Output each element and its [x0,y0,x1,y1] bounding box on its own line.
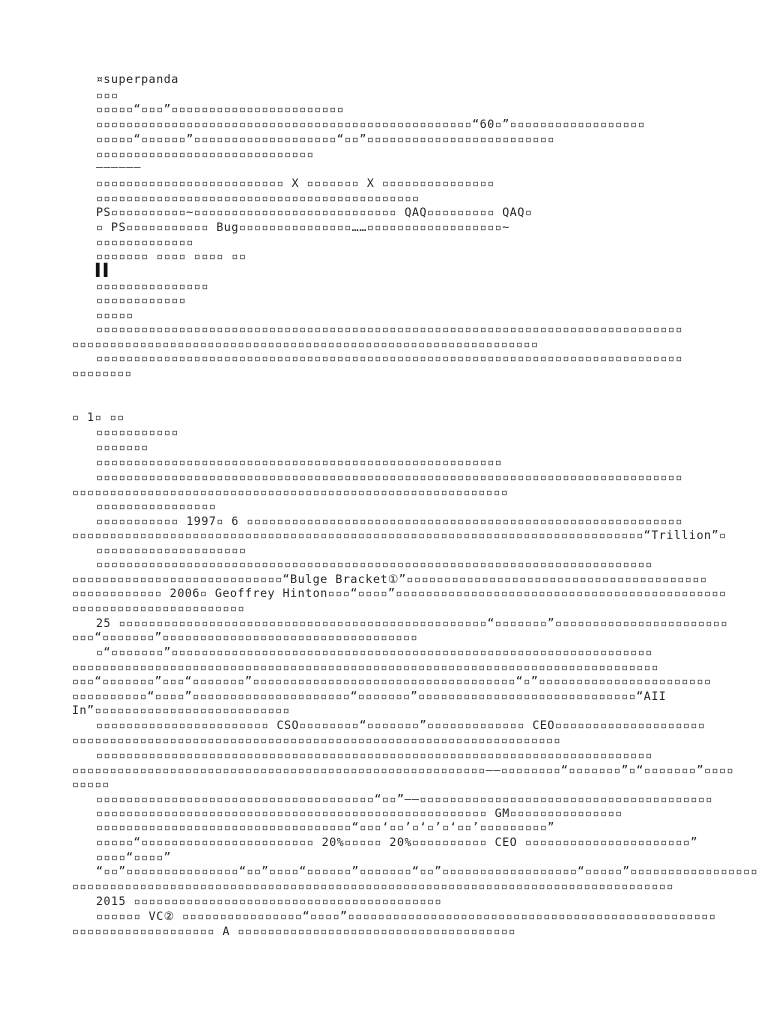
paragraph-line: ▫▫▫▫▫▫▫▫▫▫▫▫▫▫▫▫▫▫▫▫▫▫▫▫▫▫▫▫▫▫▫▫▫▫▫▫▫▫▫▫▫▫▫▫▫▫▫▫▫▫▫▫▫▫▫▫▫▫▫▫▫▫▫▫▫▫▫▫▫▫▫▫▫▫▫▫▫▫ [72,660,659,674]
text-line: ▫▫▫▫▫▫▫ ▫▫▫▫ ▫▫▫▫ ▫▫ [96,249,247,263]
paragraph-line: ▫▫▫“▫▫▫▫▫▫▫”▫▫▫“▫▫▫▫▫▫▫”▫▫▫▫▫▫▫▫▫▫▫▫▫▫▫▫▫▫▫▫▫▫▫▫▫▫▫▫▫▫▫▫▫▫▫“▫”▫▫▫▫▫▫▫▫▫▫▫▫▫▫▫▫▫▫▫▫▫▫▫ [72,674,712,688]
text-line: ▫▫▫▫▫“▫▫▫”▫▫▫▫▫▫▫▫▫▫▫▫▫▫▫▫▫▫▫▫▫▫▫ [96,102,345,116]
paragraph-line: ▫▫▫▫▫▫▫▫▫▫▫▫▫▫▫▫▫▫▫▫▫▫▫▫▫▫▫▫▫▫▫▫▫▫▫▫▫▫▫▫▫▫▫▫▫▫▫▫▫▫▫▫▫▫▫▫▫▫ [72,485,509,499]
paragraph-line: ▫▫▫▫▫▫▫▫▫▫▫▫▫▫▫▫▫▫▫▫▫▫▫▫▫▫▫▫▫▫▫▫▫▫▫▫▫▫▫▫▫▫▫▫▫▫▫▫▫▫▫▫▫▫▫▫▫▫▫▫▫▫▫▫▫▫▫▫▫▫▫▫▫▫▫▫▫▫ [96,470,683,484]
paragraph-line: ▫▫▫▫▫▫▫▫▫▫▫▫▫▫▫▫▫▫▫▫▫▫▫▫▫▫▫▫▫▫▫▫▫▫“▫▫▫‘▫▫’▫‘▫’▫‘▫▫’▫▫▫▫▫▫▫▫▫” [96,820,555,834]
text-line: ▫▫▫▫▫▫▫ [96,440,149,454]
text-line: ▫▫▫▫▫▫▫▫▫▫▫▫▫▫▫▫▫▫▫▫▫▫▫▫▫▫▫▫▫▫▫▫▫▫▫▫▫▫▫▫▫▫▫▫▫▫▫▫▫▫▫▫▫▫ [96,455,503,469]
paragraph-line: ▫▫▫▫▫▫▫▫▫▫▫▫ 2006▫ Geoffrey Hinton▫▫▫“▫▫▫▫”▫▫▫▫▫▫▫▫▫▫▫▫▫▫▫▫▫▫▫▫▫▫▫▫▫▫▫▫▫▫▫▫▫▫▫▫▫▫▫▫▫▫▫▫ [72,586,727,600]
text-line: ▫▫▫▫▫▫▫▫▫▫▫ [96,425,179,439]
text-line: ▫▫▫▫▫▫▫▫▫▫▫▫▫▫▫▫▫▫▫▫▫▫▫▫▫▫▫▫▫▫▫▫▫▫▫▫▫▫▫▫▫▫▫▫▫▫▫▫▫▫“60▫”▫▫▫▫▫▫▫▫▫▫▫▫▫▫▫▫▫▫ [96,117,646,131]
paragraph-line: ▫▫▫▫“▫▫▫▫” [96,850,172,864]
paragraph-line: ▫▫▫▫▫▫▫▫▫▫▫▫▫▫▫▫▫▫▫▫▫▫▫▫▫▫▫▫▫▫▫▫▫▫▫▫▫▫▫▫▫▫▫▫▫▫▫▫▫▫▫▫▫▫▫▫▫▫▫▫▫▫▫▫▫▫▫▫▫▫▫▫▫▫▫▫▫▫ [96,351,683,365]
paragraph-line: ▫▫▫▫▫ [72,777,110,791]
paragraph-line: ▫▫▫▫▫▫▫▫ [72,366,133,380]
paragraph-line: ▫▫▫▫▫▫▫▫▫▫▫▫▫▫▫▫▫▫▫▫▫▫▫ CSO▫▫▫▫▫▫▫▫“▫▫▫▫▫▫▫”▫▫▫▫▫▫▫▫▫▫▫▫▫ CEO▫▫▫▫▫▫▫▫▫▫▫▫▫▫▫▫▫▫▫▫ [96,718,706,732]
text-line: ▫▫▫▫▫▫▫▫▫▫▫▫▫ [96,235,194,249]
paragraph-line: In”▫▫▫▫▫▫▫▫▫▫▫▫▫▫▫▫▫▫▫▫▫▫▫▫▫▫ [72,703,291,717]
bold-marker: ▌▌ [96,263,112,277]
paragraph-line: ▫▫▫▫▫▫▫▫▫▫“▫▫▫▫”▫▫▫▫▫▫▫▫▫▫▫▫▫▫▫▫▫▫▫▫▫“▫▫▫▫▫▫▫”▫▫▫▫▫▫▫▫▫▫▫▫▫▫▫▫▫▫▫▫▫▫▫▫▫▫▫▫▫“AII [72,689,667,703]
text-line: ▫▫▫▫▫▫▫▫▫▫▫▫▫▫▫ [96,279,209,293]
paragraph-line: ▫“▫▫▫▫▫▫▫”▫▫▫▫▫▫▫▫▫▫▫▫▫▫▫▫▫▫▫▫▫▫▫▫▫▫▫▫▫▫▫▫▫▫▫▫▫▫▫▫▫▫▫▫▫▫▫▫▫▫▫▫▫▫▫▫▫▫▫▫▫▫▫▫ [96,645,653,659]
paragraph-line: ▫▫▫▫▫▫▫▫▫▫▫▫▫▫▫▫▫▫▫▫▫▫▫▫▫▫▫▫▫▫▫▫▫▫▫▫▫▫▫▫▫▫▫▫▫▫▫▫▫▫▫▫▫▫▫▫▫▫▫▫▫▫▫▫▫▫▫▫▫▫▫▫▫▫ [96,748,653,762]
paragraph-line: ▫▫▫▫▫▫▫▫▫▫▫▫▫▫▫▫▫▫▫▫▫▫▫▫▫▫▫▫▫▫▫▫▫▫▫▫▫▫▫▫▫▫▫▫▫▫▫▫▫▫▫▫▫▫▫▫▫▫▫▫▫▫▫▫▫▫▫▫▫▫▫▫▫▫ [96,557,653,571]
paragraph-line: ▫▫▫▫▫▫▫▫▫▫▫▫▫▫▫▫▫▫▫▫▫▫▫ [72,601,246,615]
paragraph-line: ▫▫▫▫▫▫ VC② ▫▫▫▫▫▫▫▫▫▫▫▫▫▫▫▫“▫▫▫▫”▫▫▫▫▫▫▫▫▫▫▫▫▫▫▫▫▫▫▫▫▫▫▫▫▫▫▫▫▫▫▫▫▫▫▫▫▫▫▫▫▫▫▫▫▫▫▫▫▫ [96,909,717,923]
paragraph-line: ▫▫▫▫▫▫▫▫▫▫▫▫▫▫▫▫▫▫▫▫▫▫▫▫▫▫▫▫▫▫▫▫▫▫▫▫▫▫▫▫▫▫▫▫▫▫▫▫▫▫▫▫▫▫▫▫▫▫▫▫▫▫ [72,337,539,351]
paragraph-line: ▫▫▫▫▫▫▫▫▫▫▫▫▫▫▫▫▫▫▫▫▫▫▫▫▫▫▫▫▫▫▫▫▫▫▫▫▫▫▫▫▫▫▫▫▫▫▫▫▫▫▫▫▫▫▫▫▫▫▫▫▫▫▫▫▫▫▫▫▫▫▫▫▫▫▫▫“Trillion”▫ [72,528,727,542]
paragraph-line: ▫▫▫▫▫“▫▫▫▫▫▫▫▫▫▫▫▫▫▫▫▫▫▫▫▫▫▫▫ 20%▫▫▫▫▫ 20%▫▫▫▫▫▫▫▫▫▫ CEO ▫▫▫▫▫▫▫▫▫▫▫▫▫▫▫▫▫▫▫▫▫▫” [96,835,698,849]
text-line: ▫▫▫▫▫▫▫▫▫▫▫▫▫▫▫▫▫▫▫▫ [96,543,247,557]
text-line: ▫▫▫▫▫▫▫▫▫▫▫▫▫▫▫▫ [96,499,217,513]
text-line: ▫▫▫▫▫▫▫▫▫▫▫▫▫▫▫▫▫▫▫▫▫▫▫▫▫▫▫▫▫ [96,147,315,161]
paragraph-line: ▫▫▫▫▫▫▫▫▫▫▫▫▫▫▫▫▫▫▫▫▫▫▫▫▫▫▫▫▫▫▫▫▫▫▫▫▫▫▫▫▫▫▫▫▫▫▫▫▫▫▫▫▫▫▫▫▫▫▫▫▫▫▫▫▫▫▫▫▫▫▫▫▫▫▫▫▫▫▫▫ [72,879,674,893]
paragraph-line: “▫▫”▫▫▫▫▫▫▫▫▫▫▫▫▫▫▫“▫▫”▫▫▫▫“▫▫▫▫▫▫”▫▫▫▫▫▫▫“▫▫”▫▫▫▫▫▫▫▫▫▫▫▫▫▫▫▫▫▫“▫▫▫▫▫”▫▫▫▫▫▫▫▫▫▫▫▫▫▫▫▫▫ [96,864,759,878]
paragraph-line: ▫▫▫▫▫▫▫▫▫▫▫▫▫▫▫▫▫▫▫▫▫▫▫▫▫▫▫▫▫▫▫▫▫▫▫▫▫▫▫▫▫▫▫▫▫▫▫▫▫▫▫▫ GM▫▫▫▫▫▫▫▫▫▫▫▫▫▫▫ [96,806,623,820]
author-line: ¤superpanda [96,72,179,86]
paragraph-line: ▫▫▫▫▫▫▫▫▫▫▫▫▫▫▫▫▫▫▫▫▫▫▫▫▫▫▫▫▫▫▫▫▫▫▫▫▫“▫▫”——▫▫▫▫▫▫▫▫▫▫▫▫▫▫▫▫▫▫▫▫▫▫▫▫▫▫▫▫▫▫▫▫▫▫▫▫▫▫▫ [96,792,713,806]
text-line: ▫▫▫▫▫▫▫▫▫▫▫▫▫▫▫▫▫▫▫▫▫▫▫▫▫ X ▫▫▫▫▫▫▫ X ▫▫▫▫▫▫▫▫▫▫▫▫▫▫▫ [96,176,495,190]
paragraph-line: ▫▫▫▫▫▫▫▫▫▫▫▫▫▫▫▫▫▫▫ A ▫▫▫▫▫▫▫▫▫▫▫▫▫▫▫▫▫▫▫▫▫▫▫▫▫▫▫▫▫▫▫▫▫▫▫▫▫ [72,924,516,938]
text-line: ▫▫▫▫▫▫▫▫▫▫▫▫ [96,293,187,307]
paragraph-line: ▫▫▫▫▫▫▫▫▫▫▫ 1997▫ 6 ▫▫▫▫▫▫▫▫▫▫▫▫▫▫▫▫▫▫▫▫▫▫▫▫▫▫▫▫▫▫▫▫▫▫▫▫▫▫▫▫▫▫▫▫▫▫▫▫▫▫▫▫▫▫▫▫▫▫ [96,514,683,528]
text-line: ▫▫▫▫▫“▫▫▫▫▫▫”▫▫▫▫▫▫▫▫▫▫▫▫▫▫▫▫▫▫▫“▫▫”▫▫▫▫▫▫▫▫▫▫▫▫▫▫▫▫▫▫▫▫▫▫▫▫▫ [96,132,555,146]
chapter-heading: ▫ 1▫ ▫▫ [72,410,125,424]
text-line: ▫ PS▫▫▫▫▫▫▫▫▫▫▫ Bug▫▫▫▫▫▫▫▫▫▫▫▫▫▫▫……▫▫▫▫▫▫▫▫▫▫▫▫▫▫▫▫▫▫~ [96,220,510,234]
paragraph-line: 25 ▫▫▫▫▫▫▫▫▫▫▫▫▫▫▫▫▫▫▫▫▫▫▫▫▫▫▫▫▫▫▫▫▫▫▫▫▫▫▫▫▫▫▫▫▫▫▫▫▫“▫▫▫▫▫▫▫”▫▫▫▫▫▫▫▫▫▫▫▫▫▫▫▫▫▫▫▫▫▫▫ [96,616,728,630]
text-line: ▫▫▫ [96,88,119,102]
paragraph-line: ▫▫▫“▫▫▫▫▫▫▫”▫▫▫▫▫▫▫▫▫▫▫▫▫▫▫▫▫▫▫▫▫▫▫▫▫▫▫▫▫▫▫▫▫▫ [72,630,419,644]
paragraph-line: ▫▫▫▫▫▫▫▫▫▫▫▫▫▫▫▫▫▫▫▫▫▫▫▫▫▫▫▫“Bulge Bracket①”▫▫▫▫▫▫▫▫▫▫▫▫▫▫▫▫▫▫▫▫▫▫▫▫▫▫▫▫▫▫▫▫▫▫▫▫▫▫▫▫ [72,572,708,586]
paragraph-line: ▫▫▫▫▫▫▫▫▫▫▫▫▫▫▫▫▫▫▫▫▫▫▫▫▫▫▫▫▫▫▫▫▫▫▫▫▫▫▫▫▫▫▫▫▫▫▫▫▫▫▫▫▫▫▫▫▫▫▫▫▫▫▫▫▫ [72,733,562,747]
paragraph-line: 2015 ▫▫▫▫▫▫▫▫▫▫▫▫▫▫▫▫▫▫▫▫▫▫▫▫▫▫▫▫▫▫▫▫▫▫▫▫▫▫▫▫▫ [96,894,443,908]
paragraph-line: ▫▫▫▫▫▫▫▫▫▫▫▫▫▫▫▫▫▫▫▫▫▫▫▫▫▫▫▫▫▫▫▫▫▫▫▫▫▫▫▫▫▫▫▫▫▫▫▫▫▫▫▫▫▫▫——▫▫▫▫▫▫▫▫“▫▫▫▫▫▫▫”▫“▫▫▫▫▫▫▫”▫▫▫▫ [72,763,735,777]
paragraph-line: ▫▫▫▫▫▫▫▫▫▫▫▫▫▫▫▫▫▫▫▫▫▫▫▫▫▫▫▫▫▫▫▫▫▫▫▫▫▫▫▫▫▫▫▫▫▫▫▫▫▫▫▫▫▫▫▫▫▫▫▫▫▫▫▫▫▫▫▫▫▫▫▫▫▫▫▫▫▫ [96,322,683,336]
separator-line: —————— [96,160,142,174]
text-line: ▫▫▫▫▫ [96,308,134,322]
text-line: ▫▫▫▫▫▫▫▫▫▫▫▫▫▫▫▫▫▫▫▫▫▫▫▫▫▫▫▫▫▫▫▫▫▫▫▫▫▫▫▫▫▫▫ [96,191,420,205]
text-line: PS▫▫▫▫▫▫▫▫▫▫~▫▫▫▫▫▫▫▫▫▫▫▫▫▫▫▫▫▫▫▫▫▫▫▫▫▫▫ QAQ▫▫▫▫▫▫▫▫▫ QAQ▫ [96,205,533,219]
